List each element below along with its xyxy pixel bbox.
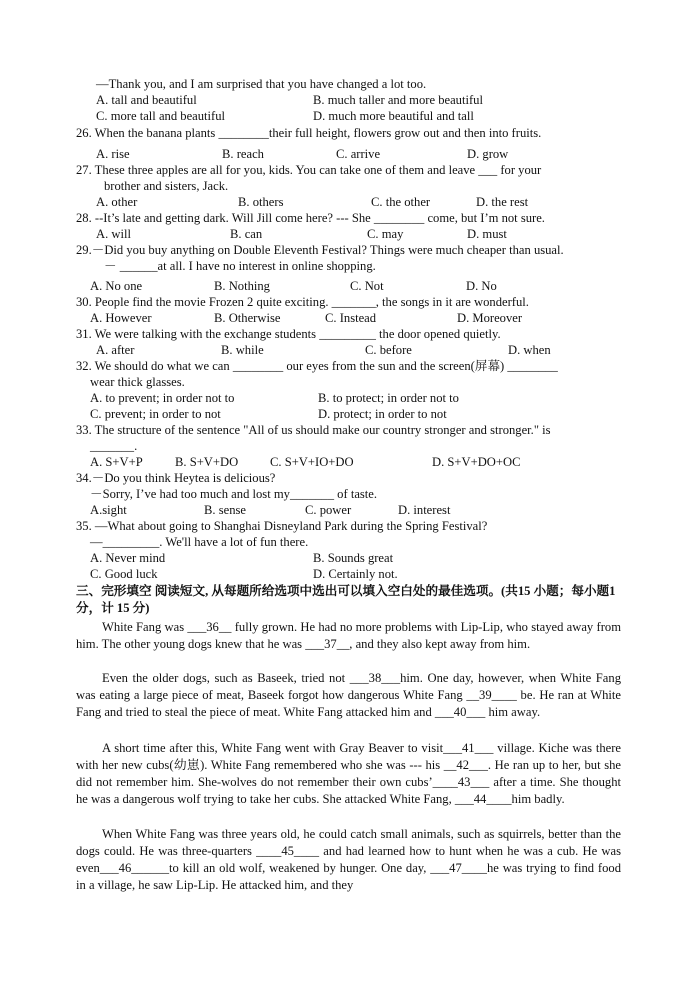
q33-stem-cont: _______. [90, 439, 138, 453]
q29-stem: 29.－Did you buy anything on Double Eleventh Festival? Things were much cheaper than usual. [76, 243, 564, 257]
q28-stem: 28. --It’s late and getting dark. Will Jill come here? --- She ________ come, but I’m not sure. [76, 211, 545, 225]
q26-option-b: B. reach [222, 147, 264, 161]
q33-option-b: B. S+V+DO [175, 455, 239, 469]
q25-answer-line: —Thank you, and I am surprised that you have changed a lot too. [96, 77, 427, 91]
q32-stem: 32. We should do what we can ________ our eyes from the sun and the screen(屏幕) ________ [76, 359, 558, 373]
q32-option-d: D. protect; in order to not [318, 407, 447, 421]
passage-paragraph-1: White Fang was ___36__ fully grown. He had no more problems with Lip-Lip, who stayed away from him. The other young dogs knew that he was ___37__, and they also kept away from him. [76, 620, 621, 651]
q30-option-a: A. However [90, 311, 152, 325]
q30-option-b: B. Otherwise [214, 311, 281, 325]
q28-option-d: D. must [467, 227, 507, 241]
q33-option-c: C. S+V+IO+DO [270, 455, 354, 469]
q29-stem-cont: － ______at all. I have no interest in online shopping. [104, 259, 376, 273]
q31-option-d: D. when [508, 343, 551, 357]
q25-option-a: A. tall and beautiful [96, 93, 197, 107]
q25-option-c: C. more tall and beautiful [96, 109, 226, 123]
q35-stem-cont: —_________. We'll have a lot of fun there. [90, 535, 309, 549]
q29-option-c: C. Not [350, 279, 384, 293]
q27-option-d: D. the rest [476, 195, 529, 209]
q32-option-c: C. prevent; in order to not [90, 407, 221, 421]
passage-paragraph-2: Even the older dogs, such as Baseek, tried not ___38___him. One day, however, when White Fang was eating a large piece of meat, Baseek forgot how dangerous White Fang __39____ be. He ran at White Fang and tried to steal the piece of meat. White Fang attacked him and ___40___ him away. [76, 671, 621, 719]
q30-option-c: C. Instead [325, 311, 377, 325]
q34-option-b: B. sense [204, 503, 246, 517]
q35-option-d: D. Certainly not. [313, 567, 398, 581]
q27-option-c: C. the other [371, 195, 431, 209]
q31-option-a: A. after [96, 343, 135, 357]
q30-stem: 30. People find the movie Frozen 2 quite exciting. _______, the songs in it are wonderful. [76, 295, 529, 309]
q29-option-b: B. Nothing [214, 279, 270, 293]
q33-option-a: A. S+V+P [90, 455, 143, 469]
q33-option-d: D. S+V+DO+OC [432, 455, 521, 469]
q28-option-b: B. can [230, 227, 263, 241]
q35-stem: 35. —What about going to Shanghai Disneyland Park during the Spring Festival? [76, 519, 488, 533]
q32-stem-cont: wear thick glasses. [90, 375, 185, 389]
q34-option-d: D. interest [398, 503, 451, 517]
q34-stem: 34.－Do you think Heytea is delicious? [76, 471, 276, 485]
q27-stem-cont: brother and sisters, Jack. [104, 179, 229, 193]
passage-paragraph-4: When White Fang was three years old, he could catch small animals, such as squirrels, better than the dogs could. He was three-quarters ____45____ and had learned how to hunt when he was a cub. He was even___46______to kill an old wolf, weakened by hunger. One day, ___47____he was trying to find food in a village, he saw Lip-Lip. He attacked him, and they [76, 827, 621, 892]
q26-stem: 26. When the banana plants ________their full height, flowers grow out and then into fruits. [76, 126, 542, 140]
q29-option-a: A. No one [90, 279, 143, 293]
q27-stem: 27. These three apples are all for you, kids. You can take one of them and leave ___ for your [76, 163, 542, 177]
q27-option-a: A. other [96, 195, 138, 209]
passage-paragraph-3: A short time after this, White Fang went with Gray Beaver to visit___41___ village. Kiche was there with her new cubs(幼崽). White Fang remembered who she was --- his __42___. He ran up to her, but she did not remember him. She-wolves do not remember their own cubs’____43___ after a time. She thought he was a dangerous wolf trying to take her cubs. She attacked White Fang, ___44____him badly. [76, 741, 621, 806]
q25-option-b: B. much taller and more beautiful [313, 93, 483, 107]
q26-option-d: D. grow [467, 147, 509, 161]
q31-stem: 31. We were talking with the exchange students _________ the door opened quietly. [76, 327, 501, 341]
q28-option-c: C. may [367, 227, 404, 241]
q26-option-a: A. rise [96, 147, 130, 161]
q35-option-c: C. Good luck [90, 567, 158, 581]
q32-option-a: A. to prevent; in order not to [90, 391, 235, 405]
q29-option-d: D. No [466, 279, 497, 293]
q33-stem: 33. The structure of the sentence "All of us should make our country stronger and stronger." is [76, 423, 551, 437]
q27-option-b: B. others [238, 195, 284, 209]
q31-option-b: B. while [221, 343, 264, 357]
q25-option-d: D. much more beautiful and tall [313, 109, 474, 123]
q34-stem-cont: －Sorry, I’ve had too much and lost my_______ of taste. [90, 487, 378, 501]
q26-option-c: C. arrive [336, 147, 381, 161]
q34-option-a: A.sight [90, 503, 127, 517]
q30-option-d: D. Moreover [457, 311, 523, 325]
q34-option-c: C. power [305, 503, 352, 517]
q31-option-c: C. before [365, 343, 412, 357]
q32-option-b: B. to protect; in order not to [318, 391, 459, 405]
section-heading: 三、完形填空 阅读短文, 从每题所给选项中选出可以填入空白处的最佳选项。(共15 小题；每小题1 分，计 15 分) [76, 584, 616, 615]
q28-option-a: A. will [96, 227, 131, 241]
q35-option-b: B. Sounds great [313, 551, 394, 565]
q35-option-a: A. Never mind [90, 551, 166, 565]
